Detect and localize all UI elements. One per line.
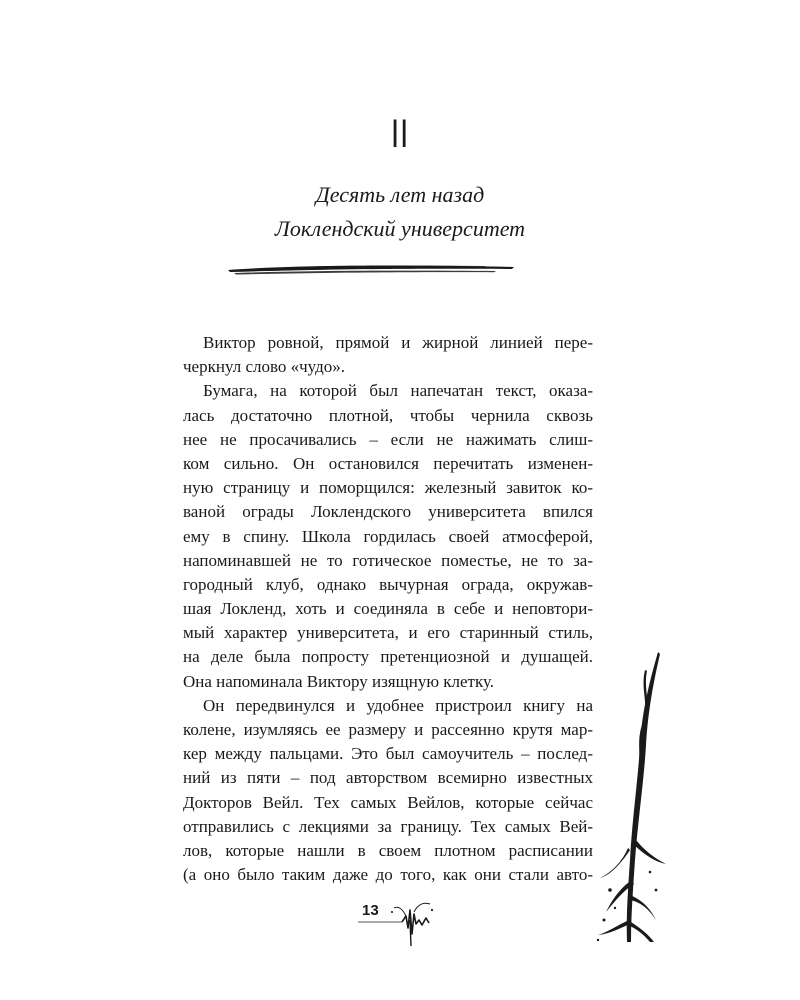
text-line: отправились с лекциями за границу. Тех самых Вей- <box>183 816 593 836</box>
text-line: нее не просачивались – если не нажимать слиш- <box>183 429 593 449</box>
text-line: Виктор ровной, прямой и жирной линией пере- <box>203 333 593 352</box>
page-number: 13 <box>362 902 379 919</box>
text-line: городный клуб, однако вычурная ограда, окружав- <box>183 574 593 594</box>
chapter-number: II <box>390 112 410 156</box>
text-line: на деле была попросту претенциозной и душащей. <box>183 647 593 667</box>
page-footer <box>340 890 450 950</box>
chapter-body-text <box>183 331 593 887</box>
text-line: ваной ограды Локлендского университета впился <box>183 502 593 522</box>
text-line: Бумага, на которой был напечатан текст, оказа- <box>203 381 593 401</box>
text-line: колене, изумляясь ее размеру и рассеянно крутя мар- <box>183 720 593 739</box>
subtitle-line-time: Десять лет назад <box>315 182 485 207</box>
text-line: черкнул слово «чудо». <box>183 357 346 377</box>
brush-stroke-divider <box>226 258 516 278</box>
text-line: ком сильно. Он остановился перечитать изменен- <box>183 453 593 473</box>
text-line: лась достаточно плотной, чтобы чернила сквозь <box>183 405 593 425</box>
text-line: напоминавшей не то готическое поместье, не то за- <box>183 550 593 570</box>
text-line: Она напоминала Виктору изящную клетку. <box>183 671 495 691</box>
text-line: ему в спину. Школа гордилась своей атмосферой, <box>183 526 593 546</box>
text-line: лов, которые нашли в своем плотном расписании <box>183 840 593 860</box>
text-line: ний из пяти – под авторством всемирно известных <box>183 768 593 788</box>
subtitle-line-place: Локлендский университет <box>274 216 526 241</box>
ink-plant-illustration <box>590 650 670 945</box>
chapter-subtitle <box>0 178 800 246</box>
text-line: кер между пальцами. Это был самоучитель – послед- <box>183 744 593 764</box>
footer-ink-sprout-icon <box>340 890 450 950</box>
text-line: ную страницу и поморщился: железный завиток ко- <box>183 478 593 498</box>
text-line: мый характер университета, и его старинный стиль, <box>183 623 593 643</box>
text-line: Докторов Вейл. Тех самых Вейлов, которые сейчас <box>183 792 593 812</box>
text-line: Он передвинулся и удобнее пристроил книгу на <box>203 695 593 715</box>
text-line: шая Локленд, хоть и соединяла в себе и неповтори- <box>183 599 593 619</box>
text-line: (а оно было таким даже до того, как они стали авто- <box>183 865 593 885</box>
